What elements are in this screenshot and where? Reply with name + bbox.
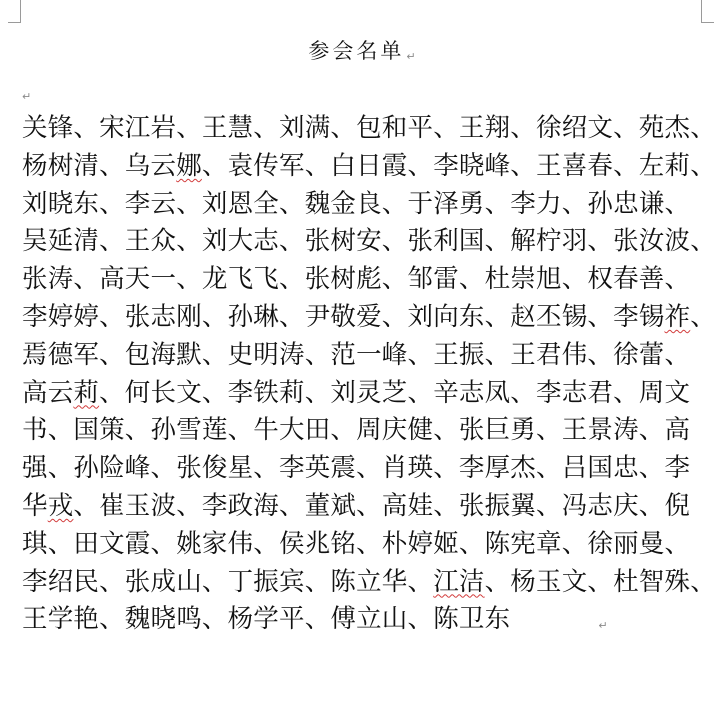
text-line [22, 526, 702, 564]
page-corner-mark-top-right [701, 0, 714, 23]
text-line [22, 488, 702, 526]
text-line [22, 564, 716, 602]
text-line [22, 148, 716, 186]
spellcheck-flagged-text: 戎 [47, 490, 74, 521]
text-line [22, 186, 702, 224]
line-text: 、杨玉文、杜智殊、 [484, 566, 716, 597]
line-text: 、 [690, 301, 716, 332]
page-corner-mark-top-left [8, 0, 21, 23]
text-line [22, 412, 702, 450]
spellcheck-flagged-text: 娜 [176, 150, 202, 181]
paragraph-mark-icon: ↵ [598, 619, 608, 633]
document-title-line[interactable] [0, 36, 724, 72]
line-text: 、崔玉波、李政海、董斌、高娃、张振翼、冯志庆、倪 [73, 490, 691, 521]
line-text: 张涛、高天一、龙飞飞、张树彪、邹雷、杜崇旭、权春善、 [22, 264, 691, 295]
line-text: 关锋、宋江岩、王慧、刘满、包和平、王翔、徐绍文、苑杰、 [22, 113, 716, 143]
text-line [22, 299, 716, 337]
line-text: 李绍民、张成山、丁振宾、陈立华、 [22, 566, 434, 597]
spellcheck-flagged-text: 江洁 [433, 566, 485, 597]
document-title: 参会名单 [308, 39, 405, 63]
text-line [22, 601, 702, 639]
text-line [22, 337, 702, 375]
line-text: 李婷婷、张志刚、孙琳、尹敬爱、刘向东、赵丕锡、李锡 [22, 301, 665, 332]
empty-paragraph[interactable] [20, 86, 32, 103]
line-text: 华 [22, 490, 48, 521]
paragraph-mark-icon: ↵ [406, 50, 416, 63]
line-text: 刘晓东、李云、刘恩全、魏金良、于泽勇、李力、孙忠谦、 [22, 188, 691, 219]
line-text: 、何长文、李铁莉、刘灵芝、辛志凤、李志君、周文 [99, 377, 691, 408]
line-text: 吴延清、王众、刘大志、张树安、张利国、解柠羽、张汝波、 [22, 226, 716, 257]
line-text: 、袁传军、白日霞、李晓峰、王喜春、左莉、 [201, 150, 716, 181]
text-line [22, 110, 716, 148]
line-text: 杨树清、乌云 [22, 150, 177, 181]
line-text: 强、孙险峰、张俊星、李英震、肖瑛、李厚杰、吕国忠、李 [22, 453, 691, 484]
spellcheck-flagged-text: 莉 [73, 377, 100, 408]
text-line [22, 223, 716, 261]
text-line [22, 375, 702, 413]
text-line [22, 261, 702, 299]
text-line [22, 450, 702, 488]
spellcheck-flagged-text: 祚 [664, 301, 691, 332]
line-text: 琪、田文霞、姚家伟、侯兆铭、朴婷姬、陈宪章、徐丽曼、 [22, 528, 691, 559]
paragraph-mark-icon: ↵ [22, 90, 32, 103]
line-text: 王学艳、魏晓鸣、杨学平、傅立山、陈卫东 [22, 604, 511, 635]
attendee-list-paragraph[interactable] [22, 110, 716, 639]
line-text: 高云 [22, 377, 74, 408]
line-text: 焉德军、包海默、史明涛、范一峰、王振、王君伟、徐蕾、 [22, 339, 691, 370]
line-text: 书、国策、孙雪莲、牛大田、周庆健、张巨勇、王景涛、高 [22, 415, 691, 446]
